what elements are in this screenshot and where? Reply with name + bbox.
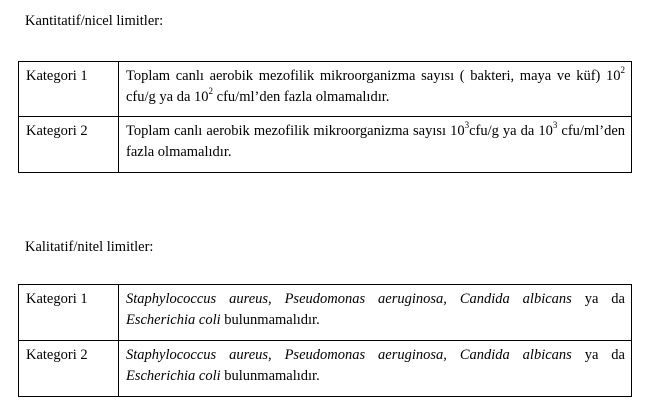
- organism-name: Staphylococcus aureus,: [126, 291, 272, 307]
- count-base: 10: [538, 123, 553, 139]
- unit-text: cfu/g ya da: [469, 123, 539, 139]
- limit-text: bulunmamalıdır.: [220, 312, 320, 328]
- count-exponent: 3: [464, 120, 470, 131]
- table-row: [19, 117, 632, 173]
- category-cell: Kategori 1: [19, 62, 119, 117]
- quantitative-limits-heading: Kantitatif/nicel limitler:: [25, 13, 164, 29]
- category-cell: Kategori 2: [19, 341, 119, 397]
- unit-text: cfu/ml’den fazla olmamalıdır.: [126, 123, 626, 160]
- limit-text: Toplam canlı aerobik mezofilik mikroorganizma sayısı ( bakteri, maya ve küf): [126, 68, 601, 84]
- limit-text: Toplam canlı aerobik mezofilik mikroorganizma sayısı: [126, 123, 451, 139]
- count-exponent: 3: [552, 120, 558, 131]
- limit-text: bulunmamalıdır.: [220, 368, 320, 384]
- unit-text: cfu/ml’den fazla olmamalıdır.: [213, 89, 390, 105]
- count-base: 10: [606, 68, 621, 84]
- count-base: 10: [194, 89, 209, 105]
- limit-description-cell: [119, 285, 632, 341]
- organism-name: Escherichia coli: [126, 368, 221, 384]
- organism-name: Candida albicans: [459, 347, 572, 363]
- table-row: [19, 285, 632, 341]
- unit-text: cfu/g ya da: [126, 89, 195, 105]
- limit-description-cell: [119, 62, 632, 117]
- count-base: 10: [450, 123, 465, 139]
- organism-name: Pseudomonas aeruginosa,: [284, 347, 447, 363]
- organism-name: Candida albicans: [459, 291, 572, 307]
- table-row: [19, 341, 632, 397]
- qualitative-limits-heading: Kalitatif/nitel limitler:: [25, 239, 154, 255]
- quantitative-limits-table: [18, 61, 632, 173]
- qualitative-limits-table: [18, 284, 632, 397]
- conjunction-text: ya da: [571, 291, 625, 307]
- limit-description-cell: [119, 117, 632, 173]
- conjunction-text: ya da: [571, 347, 625, 363]
- limit-description-cell: [119, 341, 632, 397]
- count-exponent: 2: [620, 65, 626, 76]
- organism-name: Escherichia coli: [126, 312, 221, 328]
- category-cell: Kategori 2: [19, 117, 119, 173]
- table-row: [19, 62, 632, 117]
- category-cell: Kategori 1: [19, 285, 119, 341]
- organism-name: Pseudomonas aeruginosa,: [284, 291, 447, 307]
- organism-name: Staphylococcus aureus,: [126, 347, 272, 363]
- count-exponent: 2: [208, 86, 214, 97]
